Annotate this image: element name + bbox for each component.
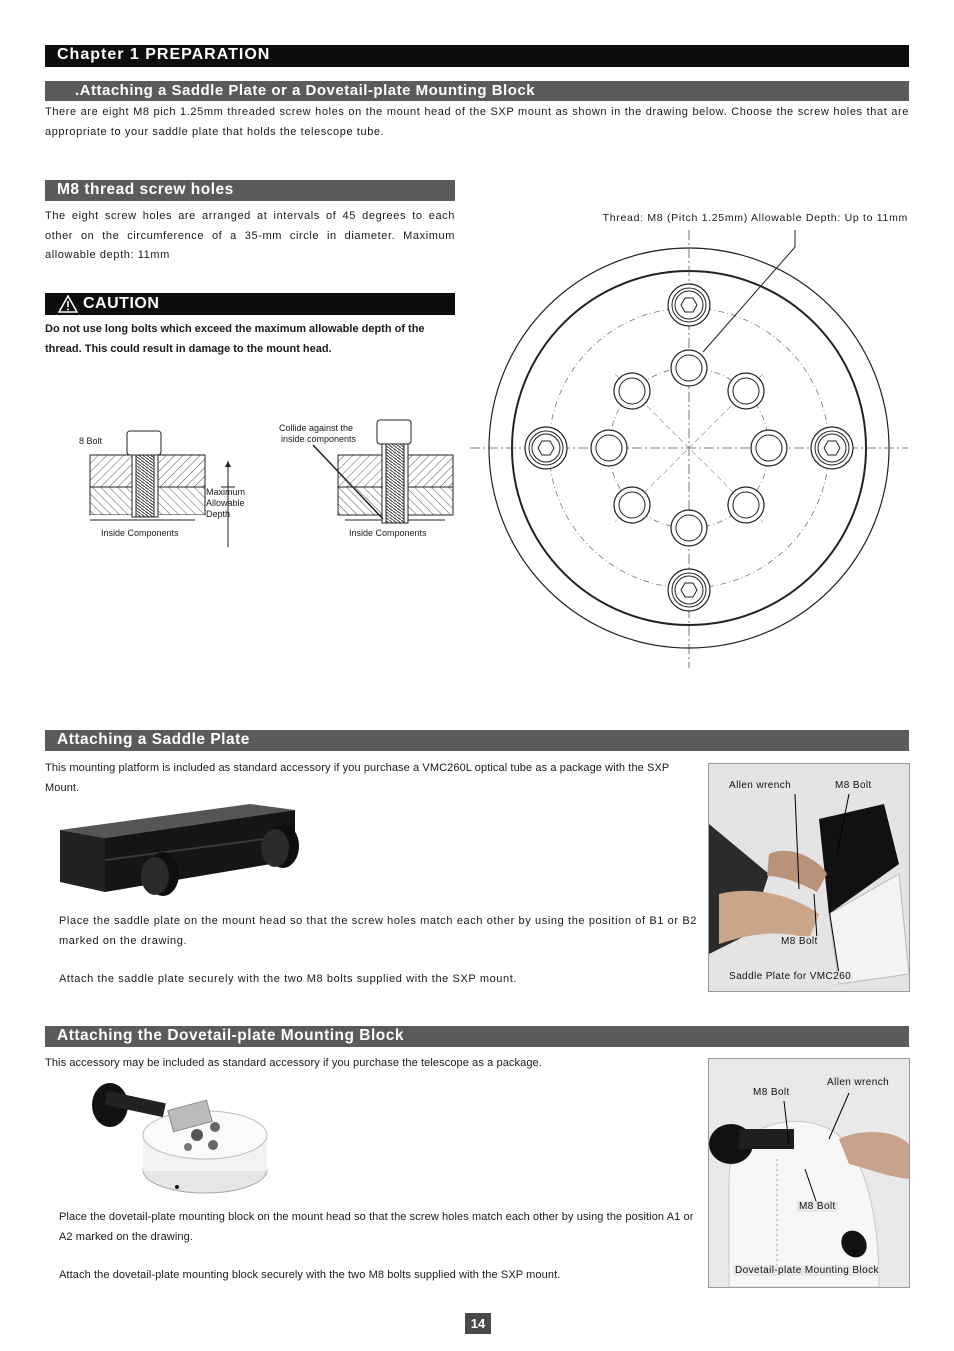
dovetail-heading-bar bbox=[45, 1026, 909, 1047]
saddle-photo-allen-label: Allen wrench bbox=[729, 780, 792, 791]
dovetail-photo-m8-bottom-label: M8 Bolt bbox=[799, 1201, 836, 1212]
saddle-intro-text: This mounting platform is included as standard accessory if you purchase a VMC260L optical tube as a package with the SXP Mount. bbox=[45, 762, 670, 794]
saddle-step-2: Attach the saddle plate securely with the two M8 bolts supplied with the SXP mount. bbox=[59, 973, 518, 985]
caution-heading: CAUTION bbox=[83, 295, 160, 312]
caution-text: Do not use long bolts which exceed the maximum allowable depth of the thread. This could result in damage to the mount head. bbox=[45, 323, 425, 355]
m8-holes-heading: M8 thread screw holes bbox=[57, 181, 234, 198]
saddle-plate-image bbox=[55, 800, 305, 905]
warning-icon bbox=[58, 295, 78, 313]
m8-holes-heading-bar bbox=[45, 180, 455, 201]
depth-label-line-1: Maximum bbox=[206, 487, 246, 497]
chapter-title: Chapter 1 PREPARATION bbox=[57, 46, 271, 63]
dovetail-photo-m8-top-label: M8 Bolt bbox=[753, 1087, 790, 1098]
depth-label-line-3: Depth bbox=[206, 509, 231, 519]
section-intro-text: There are eight M8 pich 1.25mm threaded screw holes on the mount head of the SXP mount as shown in the drawing below. Choose the screw holes that are appropriate to your saddle plate that holds the telescope tube. bbox=[45, 106, 909, 138]
dovetail-step-1: Place the dovetail-plate mounting block on the mount head so that the screw holes match each other by using the position A1 or A2 marked on the drawing. bbox=[59, 1211, 694, 1243]
saddle-heading: Attaching a Saddle Plate bbox=[57, 731, 250, 748]
saddle-install-photo bbox=[708, 763, 910, 992]
saddle-step-1: Place the saddle plate on the mount head so that the screw holes match each other by using the position of B1 or B2 marked on the drawing. bbox=[59, 915, 697, 947]
saddle-photo-plate-label: Saddle Plate for VMC260 bbox=[729, 971, 852, 982]
dovetail-step-2: Attach the dovetail-plate mounting block securely with the two M8 bolts supplied with the SXP mount. bbox=[59, 1269, 561, 1281]
dovetail-intro-text: This accessory may be included as standard accessory if you purchase the telescope as a package. bbox=[45, 1057, 542, 1069]
dovetail-photo-block-label: Dovetail-plate Mounting Block bbox=[735, 1265, 879, 1276]
chapter-title-bar bbox=[45, 45, 909, 67]
collide-label-line-1: Collide against the bbox=[279, 423, 354, 433]
saddle-photo-m8-top-label: M8 Bolt bbox=[835, 780, 872, 791]
dovetail-block-image bbox=[85, 1075, 275, 1200]
dovetail-heading: Attaching the Dovetail-plate Mounting Block bbox=[57, 1027, 405, 1044]
page-number bbox=[465, 1313, 491, 1334]
mount-head-drawing bbox=[465, 225, 915, 675]
thread-label: Thread: M8 (Pitch 1.25mm) Allowable Depth: Up to 11mm bbox=[602, 212, 908, 224]
saddle-heading-bar bbox=[45, 730, 909, 751]
inside-components-left: Inside Components bbox=[101, 528, 179, 538]
m8-holes-text: The eight screw holes are arranged at intervals of 45 degrees to each other on the circumference of a 35-mm circle in diameter. Maximum allowable depth: 11mm bbox=[45, 210, 455, 261]
page-number-text: 14 bbox=[470, 1316, 486, 1331]
bolt-label: 8 Bolt bbox=[79, 436, 103, 446]
collide-label-line-2: inside components bbox=[281, 434, 357, 444]
inside-components-right: Inside Components bbox=[349, 528, 427, 538]
section-heading: .Attaching a Saddle Plate or a Dovetail-plate Mounting Block bbox=[75, 82, 536, 99]
depth-label-line-2: Allowable bbox=[206, 498, 245, 508]
dovetail-install-photo bbox=[708, 1058, 910, 1288]
saddle-photo-m8-bottom-label: M8 Bolt bbox=[781, 936, 818, 947]
section-heading-bar bbox=[45, 81, 909, 101]
dovetail-photo-allen-label: Allen wrench bbox=[827, 1077, 890, 1088]
caution-heading-bar bbox=[45, 293, 455, 315]
